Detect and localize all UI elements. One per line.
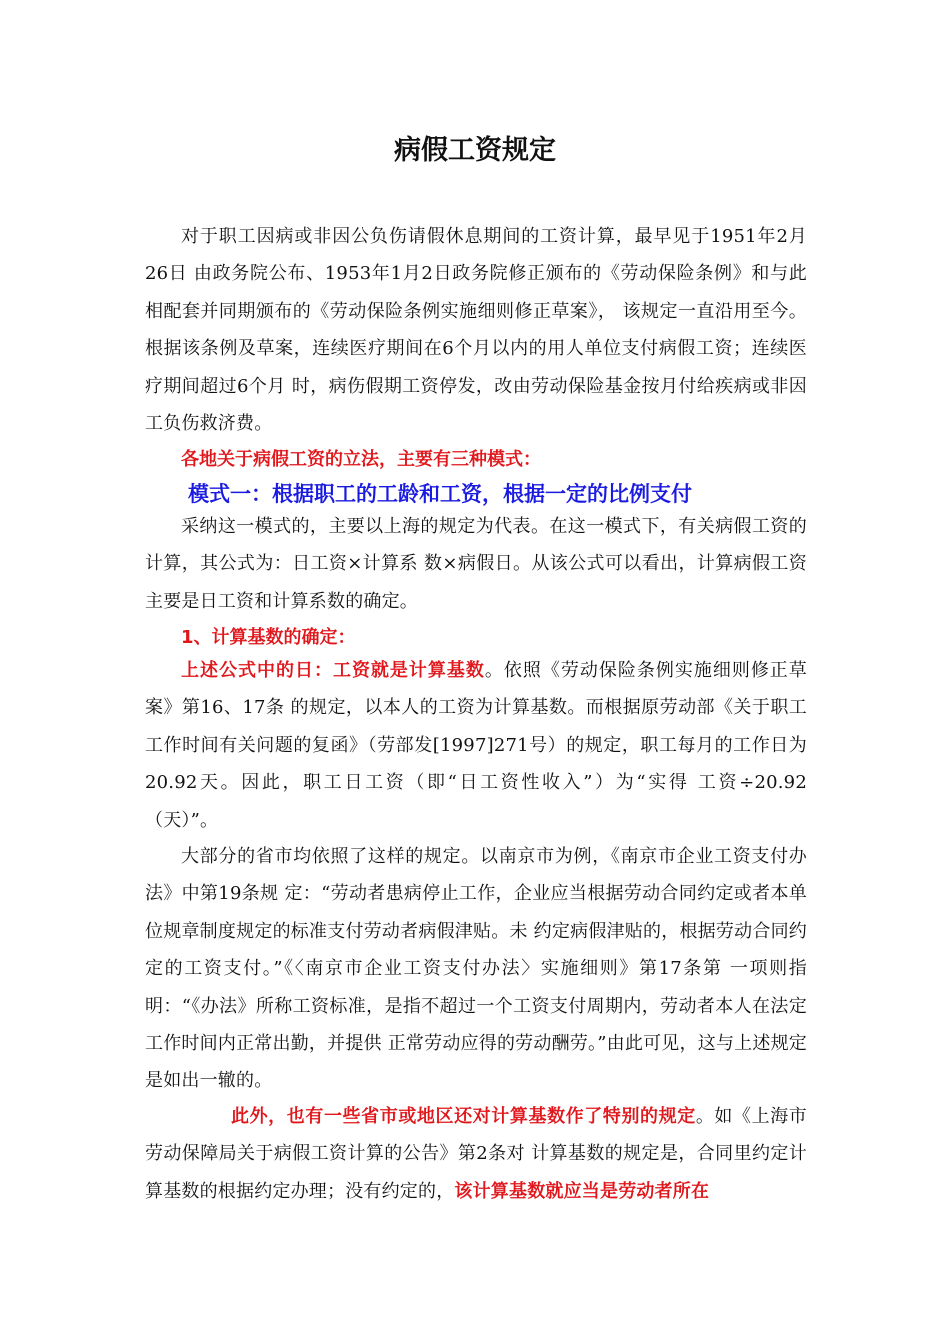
highlight-daily-wage: 上述公式中的日：工资就是计算基数 — [181, 660, 485, 681]
highlight-base-location: 该计算基数就应当是劳动者所在 — [454, 1180, 710, 1202]
page-title: 病假工资规定 — [394, 135, 556, 166]
paragraph-intro: 对于职工因病或非因公负伤请假休息期间的工资计算，最早见于1951年2月26日 由政务院公布、1953年1月2日政务院修正颁布的《劳动保险条例》和与此相配套并同期颁布的《劳动保险条例实施细则修正草案》， 该规定一直沿用至今。根据该条例及草案，连续医疗期间在6个月以内的用人单位支付病假工资；连续医疗期间超过6个月 时，病伤假期工资停发，改由劳动保险基金按月付给疾病或非因工负伤救济费。 — [145, 226, 807, 435]
paragraph-special-rules — [145, 1098, 807, 1210]
paragraph-calculation-base — [145, 652, 807, 839]
paragraph-mode-one: 采纳这一模式的，主要以上海的规定为代表。在这一模式下，有关病假工资的计算，其公式为：日工资×计算系 数×病假日。从该公式可以看出，计算病假工资主要是日工资和计算系数的确定。 — [145, 516, 807, 612]
heading-calculation-base: 1、计算基数的确定： — [181, 627, 356, 648]
paragraph-nanjing-example: 大部分的省市均依照了这样的规定。以南京市为例，《南京市企业工资支付办法》中第19条规 定：“劳动者患病停止工作，企业应当根据劳动合同约定或者本单位规章制度规定的标准支付劳动者病假津贴。未 约定病假津贴的，根据劳动合同约定的工资支付。”《〈南京市企业工资支付办法〉实施细则》第17条第 一项则指明：“《办法》所称工资标准，是指不超过一个工资支付周期内，劳动者本人在法定工作时间内正常出勤，并提供 正常劳动应得的劳动酬劳。”由此可见，这与上述规定是如出一辙的。 — [145, 846, 807, 1092]
heading-mode-one: 模式一：根据职工的工龄和工资，根据一定的比例支付 — [188, 482, 692, 506]
text-calculation-base: 。依照《劳动保险条例实施细则修正草案》第16、17条 的规定，以本人的工资为计算基数。而根据原劳动部《关于职工工作时间有关问题的复函》（劳部发[1997]271号）的规定，职工每月的工作日为20.92天。因此，职工日工资（即“日工资性收入”）为“实得 工资÷20.92（天）”。 — [145, 660, 807, 831]
text-shanghai-notice: 。如《上海市劳动保障局关于病假工资计算的公告》第2条对 计算基数的规定是，合同里约定计算基数的根据约定办理；没有约定的， — [145, 1106, 807, 1202]
highlight-special-rules: 此外，也有一些省市或地区还对计算基数作了特别的规定 — [231, 1106, 696, 1127]
heading-three-modes: 各地关于病假工资的立法，主要有三种模式： — [181, 449, 541, 470]
